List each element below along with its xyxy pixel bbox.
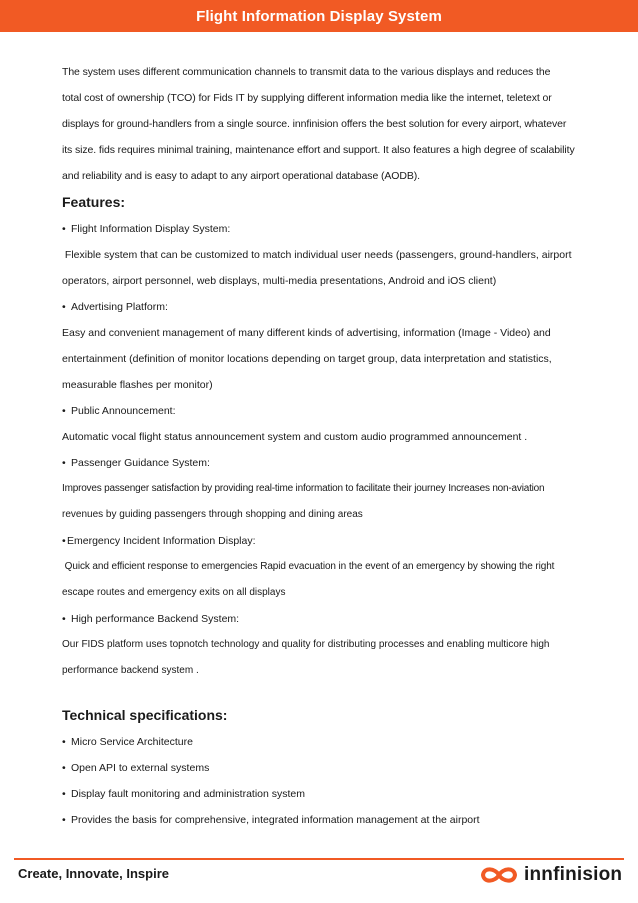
feature-desc-line: measurable flashes per monitor): [62, 379, 213, 391]
feature-item: [62, 450, 582, 528]
feature-title: [62, 606, 582, 632]
feature-title: [62, 528, 582, 554]
feature-desc-line: Flexible system that can be customized to match individual user needs (passengers, ground-handlers, airport: [62, 249, 572, 261]
feature-desc-line: Automatic vocal flight status announcement system and custom audio programmed announcement .: [62, 431, 528, 443]
feature-item: [62, 294, 582, 398]
list-item-text: Open API to external systems: [71, 762, 210, 774]
bullet-icon: •: [62, 457, 66, 469]
features-heading: Features:: [62, 194, 126, 210]
page-title: Flight Information Display System: [196, 8, 442, 25]
list-item-text: Provides the basis for comprehensive, integrated information management at the airport: [71, 814, 480, 826]
document-body: [62, 59, 582, 833]
bullet-icon: •: [62, 405, 66, 417]
infinity-logo-icon: [478, 864, 520, 886]
feature-title-text: Flight Information Display System:: [71, 223, 231, 235]
list-item-text: Display fault monitoring and administration system: [71, 788, 306, 800]
feature-desc-line: entertainment (definition of monitor locations depending on target group, data interpretation and statistics,: [62, 353, 552, 365]
list-item: [62, 755, 582, 781]
bullet-icon: •: [62, 301, 66, 313]
footer-slogan: Create, Innovate, Inspire: [18, 866, 169, 881]
intro-line: and reliability and is easy to adapt to any airport operational database (AODB).: [62, 170, 420, 182]
feature-title-text: High performance Backend System:: [71, 613, 240, 625]
bullet-icon: •: [62, 762, 66, 774]
feature-desc-line: operators, airport personnel, web displays, multi-media presentations, Android and iOS client): [62, 275, 497, 287]
feature-title-text: Advertising Platform:: [71, 301, 168, 313]
tech-specs-heading: Technical specifications:: [62, 707, 228, 723]
intro-line: The system uses different communication channels to transmit data to the various displays and reduces the: [62, 66, 551, 78]
feature-desc-line: Easy and convenient management of many different kinds of advertising, information (Image - Video) and: [62, 327, 551, 339]
footer-divider: [14, 858, 624, 860]
feature-title: [62, 450, 582, 476]
feature-desc-line: revenues by guiding passengers through shopping and dining areas: [62, 509, 363, 520]
intro-paragraph: [62, 59, 582, 189]
list-item-text: Micro Service Architecture: [71, 736, 193, 748]
brand-name: innfinision: [524, 864, 623, 885]
list-item: [62, 807, 582, 833]
bullet-icon: •: [62, 814, 66, 826]
feature-desc-line: Improves passenger satisfaction by providing real-time information to facilitate their journey Increases non-aviation: [62, 483, 545, 494]
feature-desc-line: Quick and efficient response to emergencies Rapid evacuation in the event of an emergency by showing the right: [62, 561, 555, 572]
feature-title: [62, 294, 582, 320]
intro-line: total cost of ownership (TCO) for Fids IT by supplying different information media like the internet, teletext or: [62, 92, 552, 104]
feature-title: [62, 216, 582, 242]
feature-title: [62, 398, 582, 424]
bullet-icon: •: [62, 736, 66, 748]
bullet-icon: •: [62, 788, 66, 800]
feature-desc-line: escape routes and emergency exits on all displays: [62, 587, 286, 598]
feature-item: [62, 216, 582, 294]
list-item: [62, 781, 582, 807]
intro-line: its size. fids requires minimal training, maintenance effort and support. It also features a high degree of scalability: [62, 144, 575, 156]
feature-item: [62, 528, 582, 606]
feature-item: [62, 398, 582, 450]
tech-specs-list: [62, 729, 582, 833]
brand-logo: [478, 862, 622, 888]
intro-line: displays for ground-handlers from a single source. innfinision offers the best solution for every airport, whatever: [62, 118, 567, 130]
feature-title-text: Public Announcement:: [71, 405, 176, 417]
list-item: [62, 729, 582, 755]
feature-title-text: Passenger Guidance System:: [71, 457, 210, 469]
feature-title-text: Emergency Incident Information Display:: [67, 535, 256, 547]
feature-desc-line: performance backend system .: [62, 665, 199, 676]
feature-item: [62, 606, 582, 684]
bullet-icon: •: [62, 613, 66, 625]
bullet-icon: •: [62, 535, 66, 547]
bullet-icon: •: [62, 223, 66, 235]
section-spacer: [62, 684, 582, 702]
feature-desc-line: Our FIDS platform uses topnotch technology and quality for distributing processes and enabling multicore high: [62, 639, 550, 650]
